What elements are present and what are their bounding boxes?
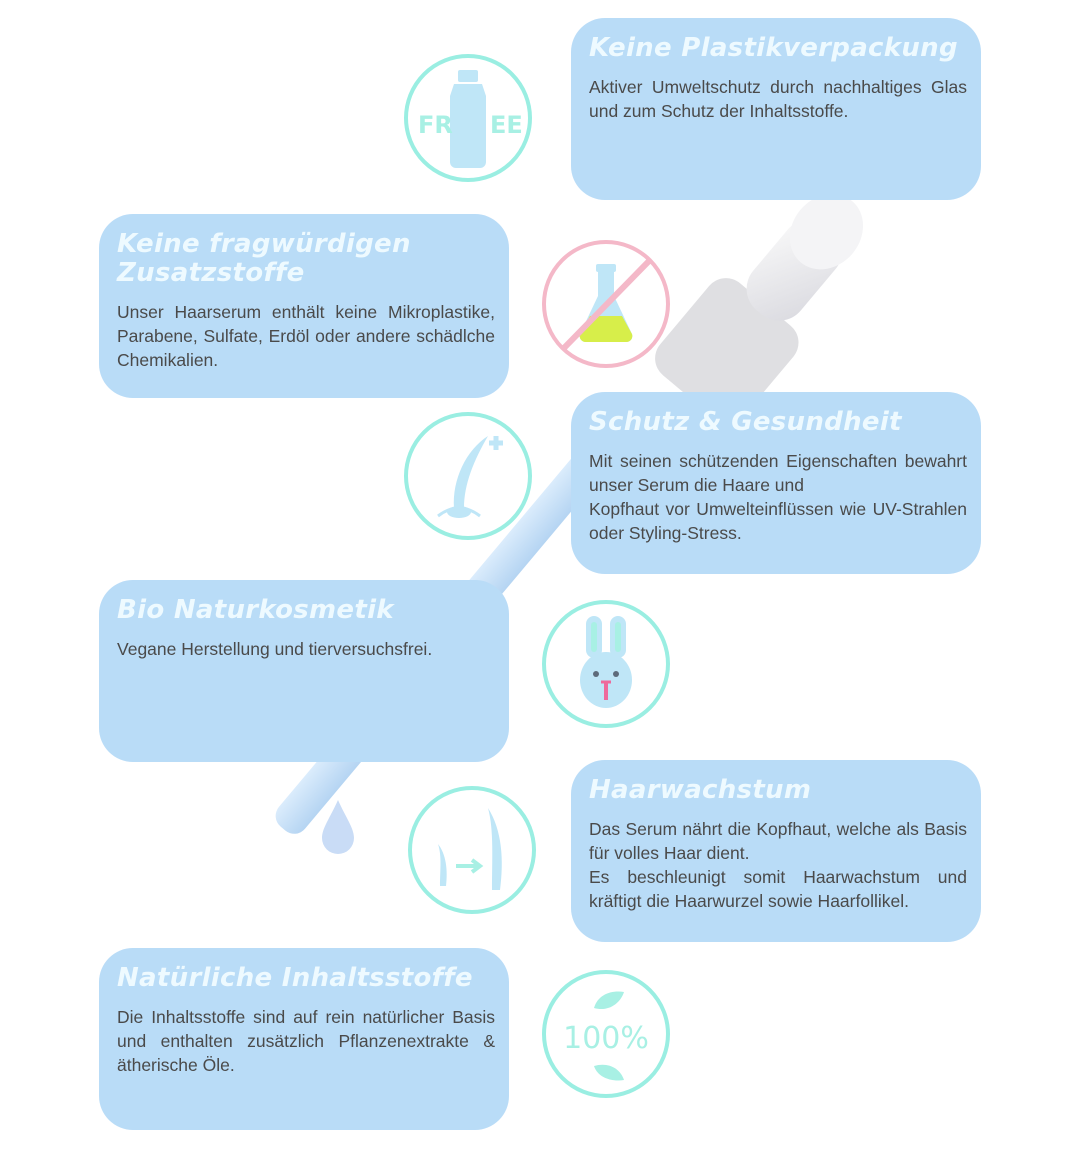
feature-title: Haarwachstum <box>589 775 812 805</box>
feature-title: Keine fragwürdigen Zusatzstoffe <box>117 229 411 288</box>
icon-label-left: FR <box>418 111 453 139</box>
cruelty-free-bunny-icon <box>542 600 670 728</box>
icon-label-right: EE <box>490 111 523 139</box>
feature-title: Schutz & Gesundheit <box>589 407 902 437</box>
feature-text-line: Das Serum nährt die Kopfhaut, welche als Basis für volles Haar dient. <box>589 819 967 863</box>
feature-text <box>589 75 967 123</box>
feature-card-no-additives <box>99 214 509 398</box>
feature-card-protection <box>571 392 981 574</box>
hair-growth-icon <box>408 786 536 914</box>
feature-text-line: Es beschleunigt somit Haarwachstum und kräftigt die Haarwurzel sowie Haarfollikel. <box>589 867 967 911</box>
plastic-free-bottle-icon <box>404 54 532 182</box>
feature-text-line: Aktiver Umweltschutz durch nachhaltiges Glas und zum Schutz der Inhaltsstoffe. <box>589 77 967 121</box>
feature-text <box>117 300 495 372</box>
feature-text-line: Mit seinen schützenden Eigenschaften bewahrt unser Serum die Haare und <box>589 451 967 495</box>
feature-text <box>589 449 967 545</box>
feature-text-line: Die Inhaltsstoffe sind auf rein natürlicher Basis und enthalten zusätzlich Pflanzenextrakte & ätherische Öle. <box>117 1007 495 1075</box>
natural-100-percent-icon <box>542 970 670 1098</box>
feature-text <box>117 637 495 661</box>
feature-text <box>117 1005 495 1077</box>
hair-protection-icon <box>404 412 532 540</box>
no-chemicals-flask-icon <box>542 240 670 368</box>
feature-text-line: Vegane Herstellung und tierversuchsfrei. <box>117 639 433 659</box>
feature-card-hair-growth <box>571 760 981 942</box>
icon-label: 100% <box>563 1021 649 1056</box>
feature-title: Natürliche Inhaltsstoffe <box>117 963 473 993</box>
feature-title: Keine Plastikverpackung <box>589 33 958 63</box>
feature-card-plastic-free <box>571 18 981 200</box>
feature-card-natural-ingredients <box>99 948 509 1130</box>
feature-title: Bio Naturkosmetik <box>117 595 394 625</box>
feature-text-line: Unser Haarserum enthält keine Mikroplastike, Parabene, Sulfate, Erdöl oder andere schädlche Chemikalien. <box>117 302 495 370</box>
feature-text <box>589 817 967 913</box>
feature-text-line: Kopfhaut vor Umwelteinflüssen wie UV-Strahlen oder Styling-Stress. <box>589 499 967 543</box>
feature-card-organic <box>99 580 509 762</box>
